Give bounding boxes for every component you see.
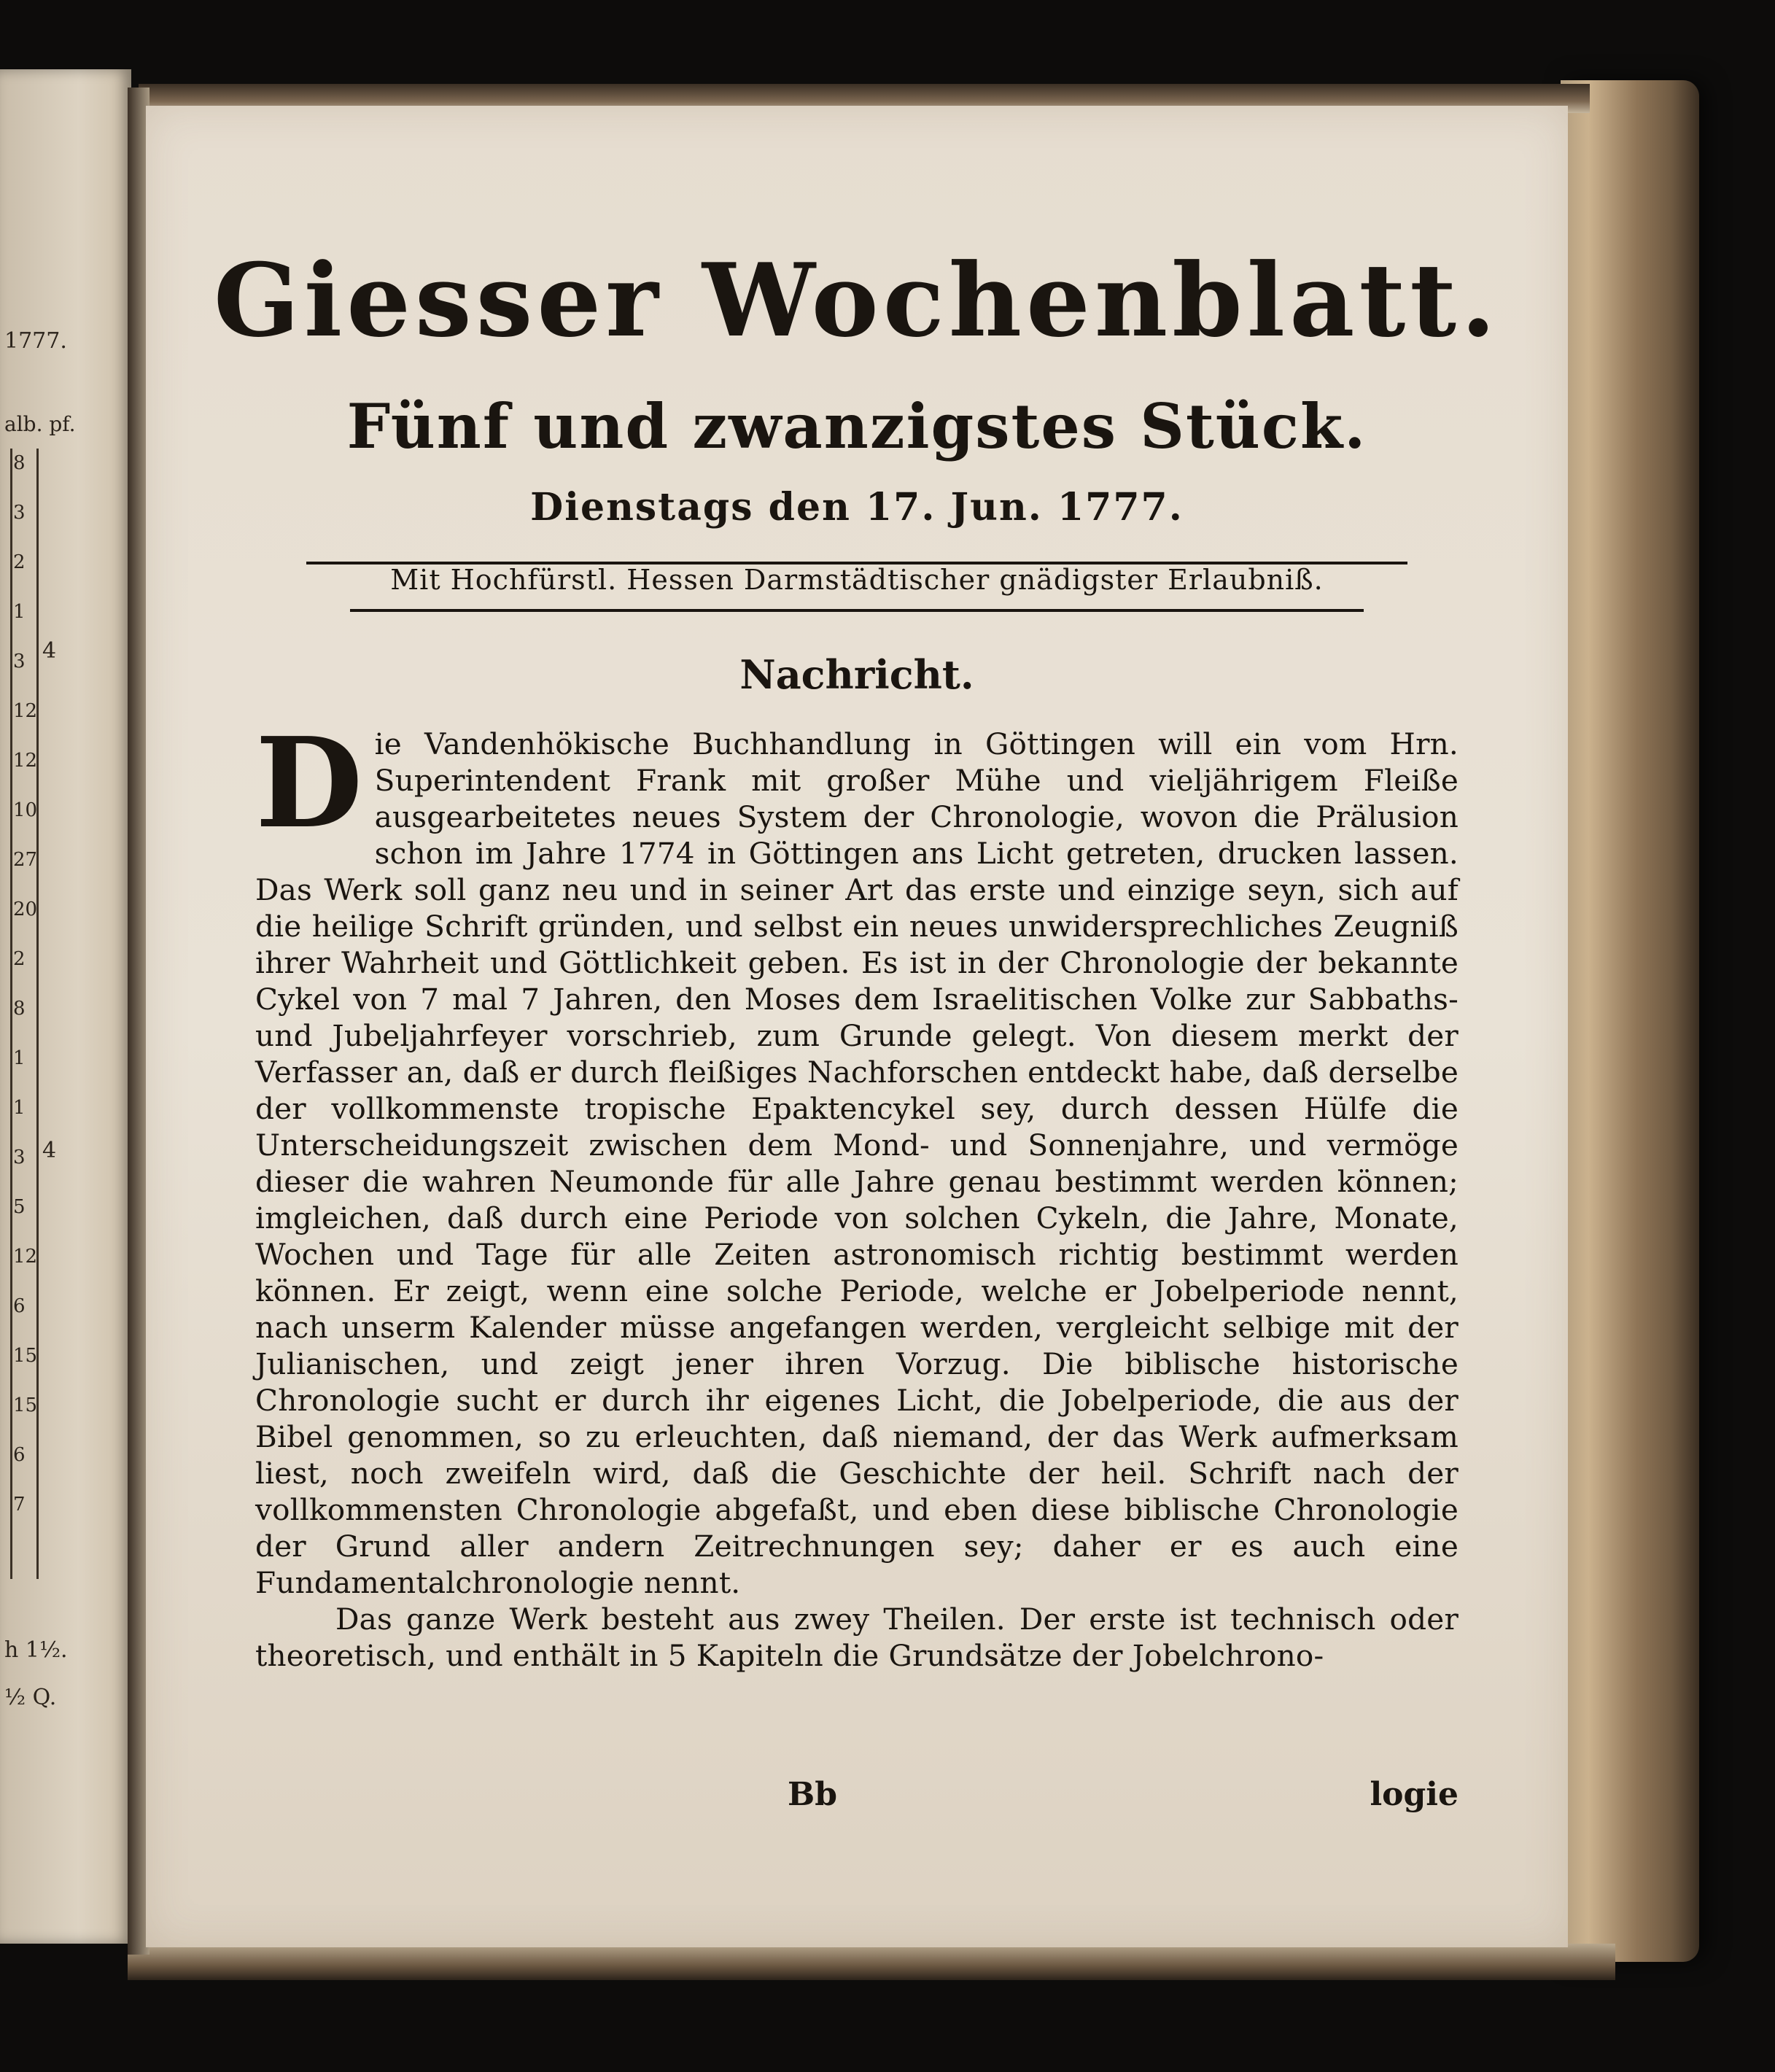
left-page-column-value: 1: [13, 1097, 26, 1119]
left-page-column-value: 12: [13, 700, 38, 722]
left-page-column-value: 27: [13, 849, 38, 871]
paragraph-text: ie Vandenhökische Buchhandlung in Göttingen will ein vom Hrn. Superintendent Frank mit großer Mühe und vieljährigem Fleiße ausgearbeitetes neues System der Chronologie, wovon die Prälusion schon im Jahre 1774 in Göttingen ans Licht getreten, drucken lassen. Das Werk soll ganz neu und in seiner Art das erste und einzige seyn, sich auf die heilige Schrift gründen, und selbst ein neues unwidersprechliches Zeugniß ihrer Wahrheit und Göttlichkeit geben. Es ist in der Chronologie der bekannte Cykel von 7 mal 7 Jahren, den Moses dem Israelitischen Volke zur Sabbaths- und Jubeljahrfeyer vorschrieb, zum Grunde gelegt. Von diesem merkt der Verfasser an, daß er durch fleißiges Nachforschen entdeckt habe, daß derselbe der vollkommenste tropische Epaktencykel sey, durch dessen Hülfe die Unterscheidungszeit zwischen dem Mond- und Sonnenjahre, und vermöge dieser die wahren Neumonde für alle Jahre genau bestimmt werden können; imgleichen, daß durch eine Periode von solchen Cykeln, die Jahre, Monate, Wochen und Tage für alle Zeiten astronomisch richtig bestimmt werden können. Er zeigt, wenn eine solche Periode, welche er Jobelperiode nennt, nach unserm Kalender müsse angefangen werden, vergleicht selbige mit der Julianischen, und zeigt jener ihren Vorzug. Die biblische historische Chronologie sucht er durch ihr eigenes Licht, die Jobelperiode, die aus der Bibel genommen, so zu erleuchten, daß niemand, der das Werk aufmerksam liest, noch zweifeln wird, daß die Geschichte der heil. Schrift nach der vollkommensten Chronologie abgefaßt, und eben diese biblische Chronologie der Grund aller andern Zeitrechnungen sey; daher er es auch eine Fundamentalchronologie nennt.: [255, 726, 1459, 1600]
left-page-column-value: 15: [13, 1345, 38, 1367]
book-block-edge: [1561, 80, 1699, 1962]
left-page-column-value: 10: [13, 799, 38, 821]
left-page-column-value: 6: [13, 1444, 26, 1466]
left-page-side-value: 4: [42, 638, 57, 664]
drop-cap: D: [255, 710, 363, 856]
left-page-column-rule: [10, 449, 12, 1579]
left-page-column-value: 6: [13, 1295, 26, 1317]
privilege-notice: Mit Hochfürstl. Hessen Darmstädtischer gnädigster Erlaubniß.: [390, 564, 1324, 596]
left-page-year: 1777.: [4, 328, 67, 354]
page-footer: [255, 1776, 1459, 1817]
article-body: [255, 710, 1459, 1674]
issue-subtitle: Fünf und zwanzigstes Stück.: [346, 390, 1367, 462]
left-page-column-value: 3: [13, 1146, 26, 1168]
left-page-column-value: 8: [13, 998, 26, 1020]
left-page-column-value: 1: [13, 1047, 26, 1069]
left-page-currency-header: alb. pf.: [4, 412, 76, 436]
article-paragraph: Das ganze Werk besteht aus zwey Theilen. Der erste ist technisch oder theoretisch, und enthält in 5 Kapiteln die Grundsätze der Jobelchrono-: [255, 1602, 1459, 1673]
catchword: logie: [1370, 1776, 1459, 1813]
newspaper-page: [146, 106, 1568, 1947]
left-page-column-value: 12: [13, 750, 38, 772]
left-page-column-value: 2: [13, 948, 26, 970]
left-page-column-value: 15: [13, 1394, 38, 1416]
left-page-column-value: 1: [13, 601, 26, 623]
left-page-column-value: 3: [13, 651, 26, 672]
left-page-column-value: 8: [13, 452, 26, 474]
left-page-column-value: 2: [13, 551, 26, 573]
left-page-footer-line: ½ Q.: [4, 1685, 57, 1710]
left-page-side-value: 4: [42, 1138, 57, 1163]
left-page-column-value: 7: [13, 1494, 26, 1516]
previous-page: [0, 69, 131, 1944]
issue-date: Dienstags den 17. Jun. 1777.: [530, 485, 1184, 529]
left-page-column-value: 3: [13, 502, 26, 524]
left-page-column-value: 12: [13, 1246, 38, 1268]
section-heading: Nachricht.: [739, 651, 974, 698]
left-page-column-value: 5: [13, 1196, 26, 1218]
left-page-footer-line: h 1½.: [4, 1637, 68, 1663]
page-title: Giesser Wochenblatt.: [213, 241, 1501, 360]
signature-mark: Bb: [788, 1776, 837, 1813]
page-bottom-edge: [128, 1944, 1615, 1980]
article-paragraph: [255, 710, 1459, 1601]
privilege-bottom-rule: [350, 609, 1364, 612]
left-page-column-value: 20: [13, 899, 38, 920]
